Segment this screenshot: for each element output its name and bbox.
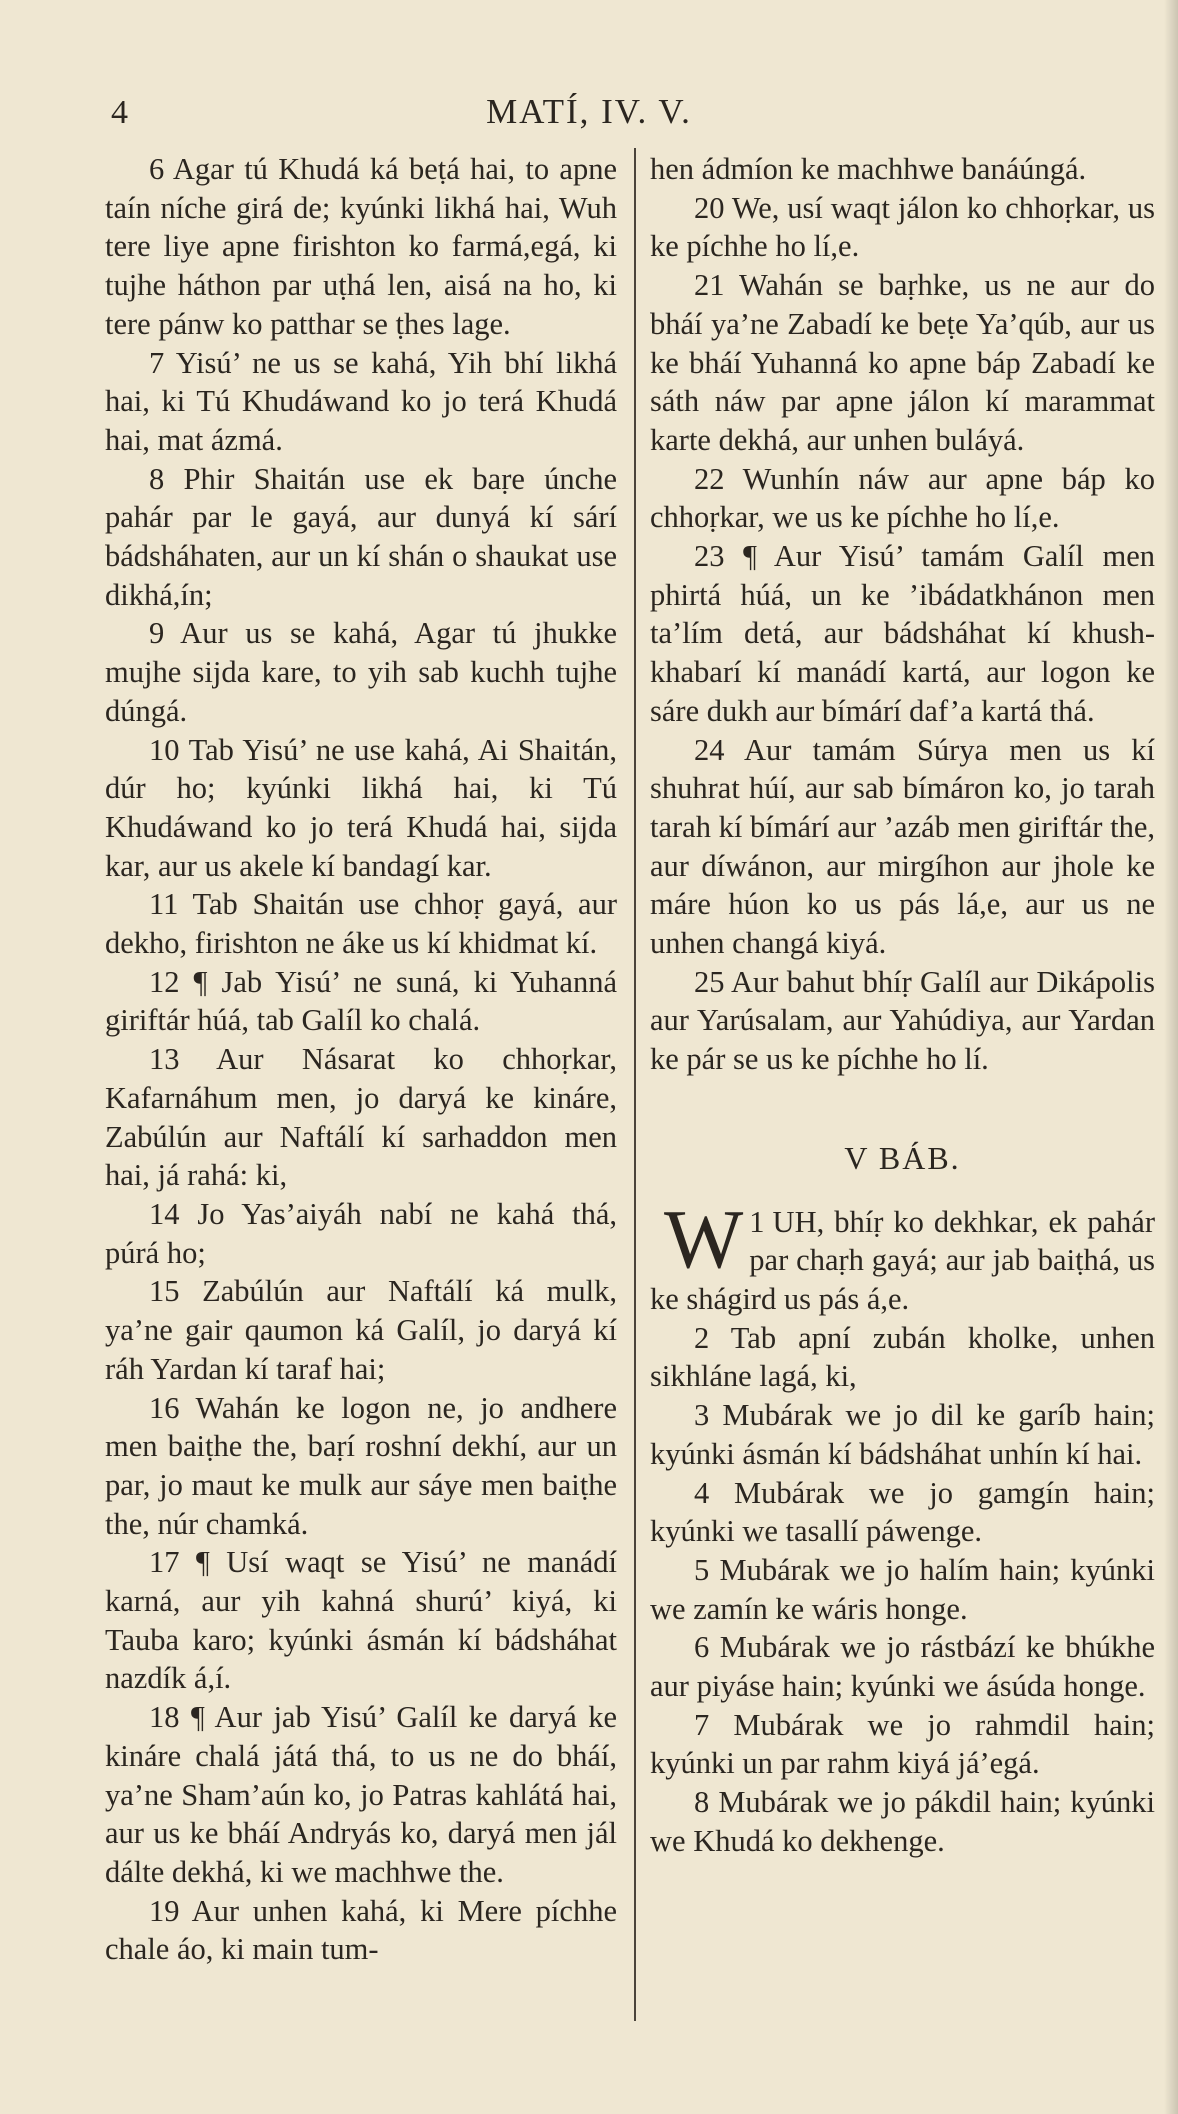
chapter-heading: V BÁB. [844, 1139, 961, 1176]
verse: 3 Mubárak we jo dil ke garíb hain; kyúnki ásmán kí bádsháhat unhín kí hai. [650, 1398, 1155, 1471]
running-title: MATÍ, IV. V. [486, 92, 692, 131]
verse: 16 Wahán ke logon ne, jo andhere men baiṭhe the, baṛí roshní dekhí, aur un par, jo maut ke mulk aur sáye men baiṭhe the, núr chamká. [105, 1390, 617, 1541]
verse: 19 Aur unhen kahá, ki Mere píchhe chale áo, ki main tum- [105, 1893, 617, 1967]
verse: 20 We, usí waqt jálon ko chhoṛkar, us ke píchhe ho lí,e. [650, 190, 1155, 264]
verse: 7 Mubárak we jo rahmdil hain; kyúnki un par rahm kiyá já’egá. [650, 1707, 1155, 1781]
verse: 18 ¶ Aur jab Yisú’ Galíl ke daryá ke kináre chalá játá thá, to us ne do bháí, ya’ne Sham’aún ko, jo Patras kahlátá hai, aur us ke bháí Andryás ko, daryá men jál dálte dekhá, ki we machhwe the. [105, 1700, 617, 1889]
verse: 14 Jo Yas’aiyáh nabí ne kahá thá, púrá ho; [105, 1196, 617, 1270]
verse: 8 Mubárak we jo pákdil hain; kyúnki we Khudá ko dekhenge. [650, 1785, 1155, 1858]
page-number: 4 [111, 94, 128, 131]
verse: 5 Mubárak we jo halím hain; kyúnki we zamín ke wáris honge. [650, 1552, 1155, 1626]
verse: 21 Wahán se baṛhke, us ne aur do bháí ya’ne Zabadí ke beṭe Ya’qúb, aur us ke bháí Yuhanná ko apne báp Zabadí ke sáth náw par apne jálon kí marammat karte dekhá, aur unhen buláyá. [650, 268, 1155, 457]
verse: 6 Mubárak we jo rástbází ke bhúkhe aur piyáse hain; kyúnki we ásúda honge. [650, 1630, 1155, 1704]
verse: 17 ¶ Usí waqt se Yisú’ ne manádí karná, aur yih kahná shurú’ kiyá, ki Tauba karo; kyúnki ásmán kí bádsháhat nazdík á,í. [105, 1545, 617, 1696]
verse: 24 Aur tamám Súrya men us kí shuhrat húí, aur sab bímáron ko, jo tarah tarah kí bímárí aur ’azáb men giriftár the, aur díwánon, aur mirgíhon aur jhole ke máre húon ko us pás lá,e, aur us ne unhen changá kiyá. [650, 732, 1155, 961]
verse: 15 Zabúlún aur Naftálí ká mulk, ya’ne gair qaumon ká Galíl, jo daryá kí ráh Yardan kí taraf hai; [105, 1274, 617, 1386]
column-divider [634, 148, 636, 2021]
page-edge-shadow [1164, 0, 1178, 2114]
left-column [105, 150, 617, 1969]
verse: 6 Agar tú Khudá ká beṭá hai, to apne taín níche girá de; kyúnki likhá hai, Wuh tere liye apne firishton ko farmá,egá, ki tujhe háthon par uṭhá len, aisá na ho, ki tere pánw ko patthar se ṭhes lage. [105, 152, 617, 341]
verse: 11 Tab Shaitán use chhoṛ gayá, aur dekho, firishton ne áke us kí khidmat kí. [105, 887, 617, 961]
verse: 25 Aur bahut bhíṛ Galíl aur Dikápolis aur Yarúsalam, aur Yahúdiya, aur Yardan ke pár se us ke píchhe ho lí. [650, 964, 1155, 1077]
verse: 10 Tab Yisú’ ne use kahá, Ai Shaitán, dúr ho; kyúnki likhá hai, ki Tú Khudáwand ko jo terá Khudá hai, sijda kar, aur us akele kí bandagí kar. [105, 732, 617, 883]
verse-continuation: hen ádmíon ke machhwe banáúngá. [650, 152, 1087, 186]
verse-number: 1 [749, 1204, 765, 1239]
verse: 22 Wunhín náw aur apne báp ko chhoṛkar, we us ke píchhe ho lí,e. [650, 461, 1155, 535]
chapter-first-verse [650, 1192, 1155, 1319]
verse: 12 ¶ Jab Yisú’ ne suná, ki Yuhanná giriftár húá, tab Galíl ko chalá. [105, 964, 617, 1038]
verse: 8 Phir Shaitán use ek baṛe únche pahár par le gayá, aur dunyá kí sárí bádsháhaten, aur un kí shán o shaukat use dikhá,ín; [105, 461, 617, 612]
verse: 9 Aur us se kahá, Agar tú jhukke mujhe sijda kare, to yih sab kuchh tujhe dúngá. [105, 616, 617, 728]
verse: 13 Aur Násarat ko chhoṛkar, Kafarnáhum men, jo daryá ke kináre, Zabúlún aur Naftálí kí sarhaddon men hai, já rahá: ki, [105, 1042, 617, 1193]
right-column [650, 150, 1155, 1861]
verse: 23 ¶ Aur Yisú’ tamám Galíl men phirtá húá, un ke ’ibádatkhánon men ta’lím detá, aur bádsháhat kí khush-khabarí kí manádí kartá, aur logon ke sáre dukh aur bímárí daf’a kartá thá. [650, 539, 1155, 728]
verse: 2 Tab apní zubán kholke, unhen sikhláne lagá, ki, [650, 1320, 1155, 1394]
first-verse-text: UH, bhíṛ ko dekhkar, ek pahár par chaṛh gayá; aur jab baiṭhá, us ke shágird us pás á,e. [650, 1204, 1155, 1316]
verse: 4 Mubárak we jo gamgín hain; kyúnki we tasallí páwenge. [650, 1475, 1155, 1549]
verse: 7 Yisú’ ne us se kahá, Yih bhí likhá hai, ki Tú Khudáwand ko jo terá Khudá hai, mat ázmá. [105, 345, 617, 457]
drop-cap: W [664, 1192, 744, 1286]
